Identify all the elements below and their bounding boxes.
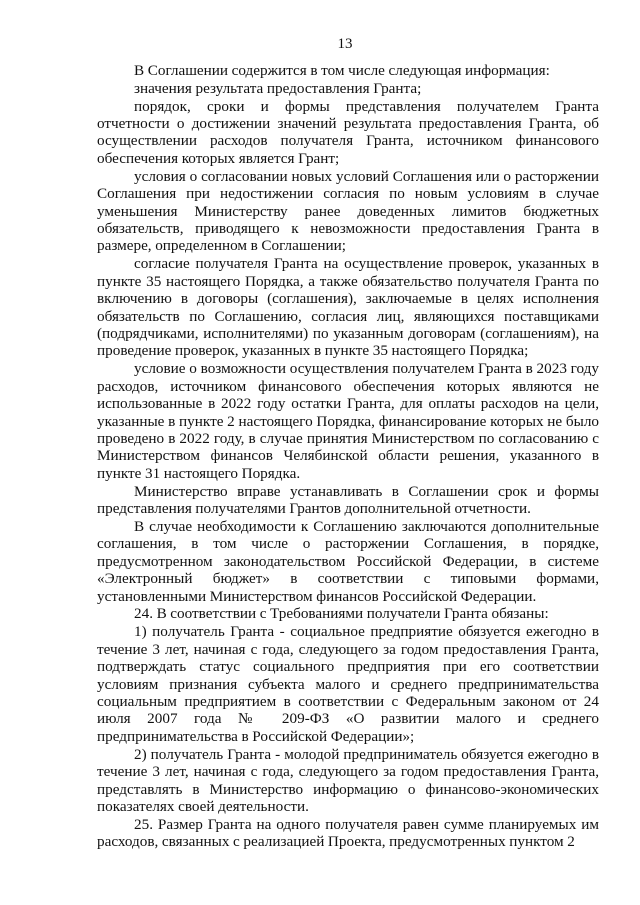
paragraph: порядок, сроки и формы представления получателем Гранта отчетности о достижении значений результата предоставления Гранта, об осуществлении расходов получателя Гранта, источником финансового обеспечения которых является Грант; xyxy=(97,97,599,167)
paragraph: согласие получателя Гранта на осуществление проверок, указанных в пункте 35 настоящего Порядка, а также обязательство получателя Гранта по включению в договоры (соглашения), заключаемые в целях исполнения обязательств по Соглашению, согласия лиц, являющихся поставщиками (подрядчиками, исполнителями) по указанным договорам (соглашениям), на проведение проверок, указанных в пункте 35 настоящего Порядка; xyxy=(97,255,599,360)
paragraph: значения результата предоставления Гранта; xyxy=(134,79,422,97)
paragraph: 2) получатель Гранта - молодой предприниматель обязуется ежегодно в течение 3 лет, начиная с года, следующего за годом предоставления Гранта, представлять в Министерство информацию о финансово-экономических показателях своей деятельности. xyxy=(97,745,599,815)
document-body xyxy=(97,62,599,851)
page-number: 13 xyxy=(337,36,353,52)
paragraph: В случае необходимости к Соглашению заключаются дополнительные соглашения, в том числе о расторжении Соглашения, в порядке, предусмотренном законодательством Российской Федерации, в системе «Электронный бюджет» в соответствии с типовыми формами, установленными Министерством финансов Российской Федерации. xyxy=(97,517,599,605)
paragraph: условие о возможности осуществления получателем Гранта в 2023 году расходов, источником финансового обеспечения которых являются не использованные в 2022 году остатки Гранта, для оплаты расходов на цели, указанные в пункте 2 настоящего Порядка, финансирование которых не было проведено в 2022 году, в случае принятия Министерством по согласованию с Министерством финансов Челябинской области решения, указанного в пункте 31 настоящего Порядка. xyxy=(97,360,599,482)
paragraph: 24. В соответствии с Требованиями получатели Гранта обязаны: xyxy=(134,605,549,623)
paragraph: В Соглашении содержится в том числе следующая информация: xyxy=(134,62,550,79)
paragraph: условия о согласовании новых условий Соглашения или о расторжении Соглашения при недостижении согласия по новым условиям в случае уменьшения Министерству ранее доведенных лимитов бюджетных обязательств, приводящего к невозможности предоставления Гранта в размере, определенном в Соглашении; xyxy=(97,167,599,255)
paragraph: 1) получатель Гранта - социальное предприятие обязуется ежегодно в течение 3 лет, начиная с года, следующего за годом предоставления Гранта, подтверждать статус социального предприятия при его соответствии условиям признания субъекта малого и среднего предпринимательства социальным предприятием в соответствии с Федеральным законом от 24 июля 2007 года № 209-ФЗ «О развитии малого и среднего предпринимательства в Российской Федерации»; xyxy=(97,623,599,745)
paragraph: 25. Размер Гранта на одного получателя равен сумме планируемых им расходов, связанных с реализацией Проекта, предусмотренных пунктом 2 xyxy=(97,815,599,851)
paragraph: Министерство вправе устанавливать в Соглашении срок и формы представления получателями Грантов дополнительной отчетности. xyxy=(97,482,599,518)
